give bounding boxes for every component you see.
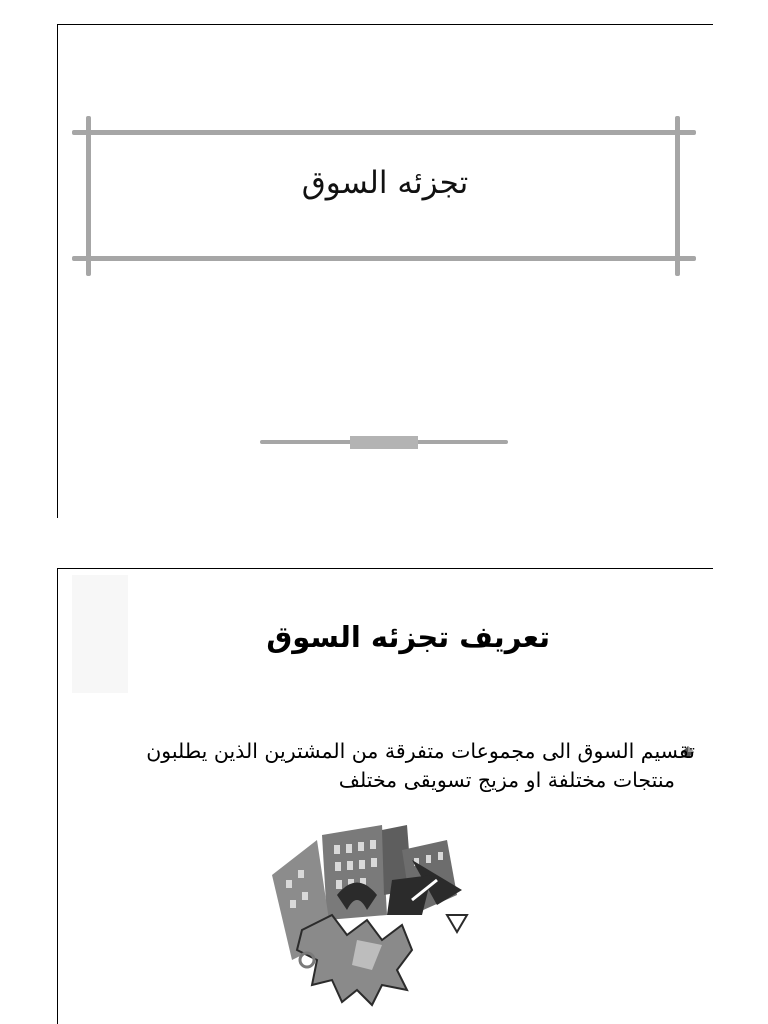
city-buildings-clipart-icon <box>262 820 482 1010</box>
slide-2-top-border <box>57 568 713 569</box>
title-frame-bottom-bar <box>72 256 696 261</box>
slide-1-left-border <box>57 24 58 518</box>
slide-1-top-border <box>57 24 713 25</box>
bullet-line-1: تقسيم السوق الى مجموعات متفرقة من المشترين الذين يطلبون <box>146 739 695 763</box>
slide-2-title: تعريف تجزئه السوق <box>266 620 550 654</box>
bullet-text <box>95 737 695 795</box>
slide-1-title: تجزئه السوق <box>301 165 469 201</box>
decorative-block <box>350 436 418 449</box>
title-frame-top-bar <box>72 130 696 135</box>
slide-2-left-border <box>57 568 58 1024</box>
bullet-line-2: منتجات مختلفة او مزيج تسويقى مختلف <box>338 768 675 792</box>
